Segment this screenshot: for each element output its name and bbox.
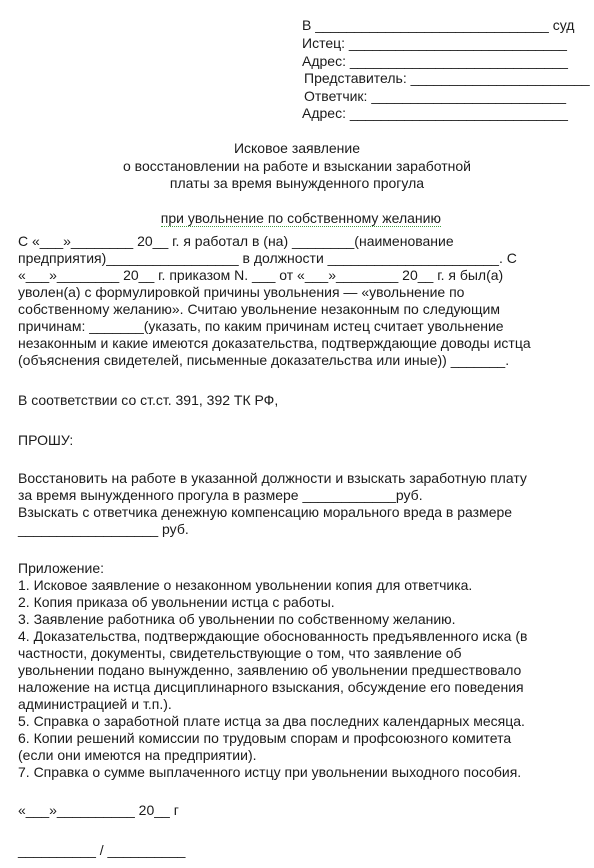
- paragraph-line: «___»________ 20__ г. приказом N. ___ от «___»________ 20__ г. я был(а): [18, 267, 504, 283]
- attachment-item: увольнении подано вынужденно, заявлению об увольнении предшествовало: [18, 662, 522, 678]
- request-line: за время вынужденного прогула в размере ____________руб.: [18, 487, 423, 503]
- attachment-item: (если они имеются на предприятии).: [18, 747, 257, 763]
- paragraph-line: причинам: _______(указать, по каким причинам истец считает увольнение: [18, 318, 504, 334]
- attachment-item: 6. Копии решений комиссии по трудовым спорам и профсоюзного комитета: [18, 730, 512, 746]
- attachments-block: [18, 560, 578, 781]
- attachment-item: 1. Исковое заявление о незаконном увольнении копия для ответчика.: [18, 577, 473, 593]
- request-heading: [18, 432, 578, 449]
- title-line-2: о восстановлении на работе и взыскании заработной: [122, 158, 472, 174]
- paragraph-line: предприятия)_________________ в должности ______________________. С: [18, 250, 517, 266]
- court-line: В ______________________________ суд: [302, 17, 575, 33]
- attachment-item: 4. Доказательства, подтверждающие обоснованность предъявленного иска (в: [18, 628, 528, 644]
- attachment-item: 7. Справка о сумме выплаченного истцу при увольнении выходного пособия.: [18, 764, 522, 780]
- paragraph-line: (объяснения свидетелей, письменные доказательства или иные)) _______.: [18, 352, 510, 368]
- defendant-address-line: Адрес: ____________________________: [302, 105, 568, 121]
- request-line: Взыскать с ответчика денежную компенсацию морального вреда в размере: [18, 504, 513, 520]
- plaintiff-address-line: Адрес: ____________________________: [302, 53, 568, 69]
- paragraph-employment: [18, 233, 578, 369]
- request-heading-text: ПРОШУ:: [18, 432, 74, 448]
- representative-line: Представитель: _______________________: [304, 70, 590, 86]
- paragraph-line: С «___»________ 20__ г. я работал в (на) ________(наименование: [18, 233, 454, 249]
- request-line: __________________ руб.: [18, 521, 189, 537]
- attachment-item: 3. Заявление работника об увольнении по собственному желанию.: [18, 611, 456, 627]
- plaintiff-line: Истец: ____________________________: [302, 35, 567, 51]
- attachment-item: 5. Справка о заработной плате истца за два последних календарных месяца.: [18, 713, 525, 729]
- attachment-item: наложение на истца дисциплинарного взыскания, обсуждение его поведения: [18, 679, 524, 695]
- signature-block: [18, 842, 578, 859]
- attachments-heading: Приложение:: [18, 560, 105, 576]
- requests-block: [18, 470, 578, 538]
- title-line-3: платы за время вынужденного прогула: [169, 175, 425, 191]
- attachment-item: администрацией и т.п.).: [18, 696, 172, 712]
- request-line: Восстановить на работе в указанной должности и взыскать заработную плату: [18, 470, 527, 486]
- date-block: [18, 802, 578, 819]
- attachment-item: частности, документы, свидетельствующие о том, что заявление об: [18, 645, 462, 661]
- defendant-line: Ответчик: _________________________: [304, 88, 566, 104]
- paragraph-line: незаконным и какие имеются доказательства, подтверждающие доводы истца: [18, 335, 531, 351]
- date-line: «___»__________ 20__ г: [18, 802, 179, 818]
- legal-basis: [18, 392, 578, 409]
- legal-basis-text: В соответствии со ст.ст. 391, 392 ТК РФ,: [18, 392, 279, 408]
- paragraph-line: собственному желанию». Считаю увольнение незаконным по следующим: [18, 301, 500, 317]
- title-line-4: [0, 193, 594, 227]
- title-line-4-text: при увольнение по собственному желанию: [160, 210, 441, 226]
- attachment-item: 2. Копия приказа об увольнении истца с работы.: [18, 594, 335, 610]
- paragraph-line: уволен(а) с формулировкой причины увольнения — «увольнение по: [18, 284, 465, 300]
- title-line-1: Исковое заявление: [233, 140, 361, 156]
- signature-line: __________ / __________: [18, 842, 186, 858]
